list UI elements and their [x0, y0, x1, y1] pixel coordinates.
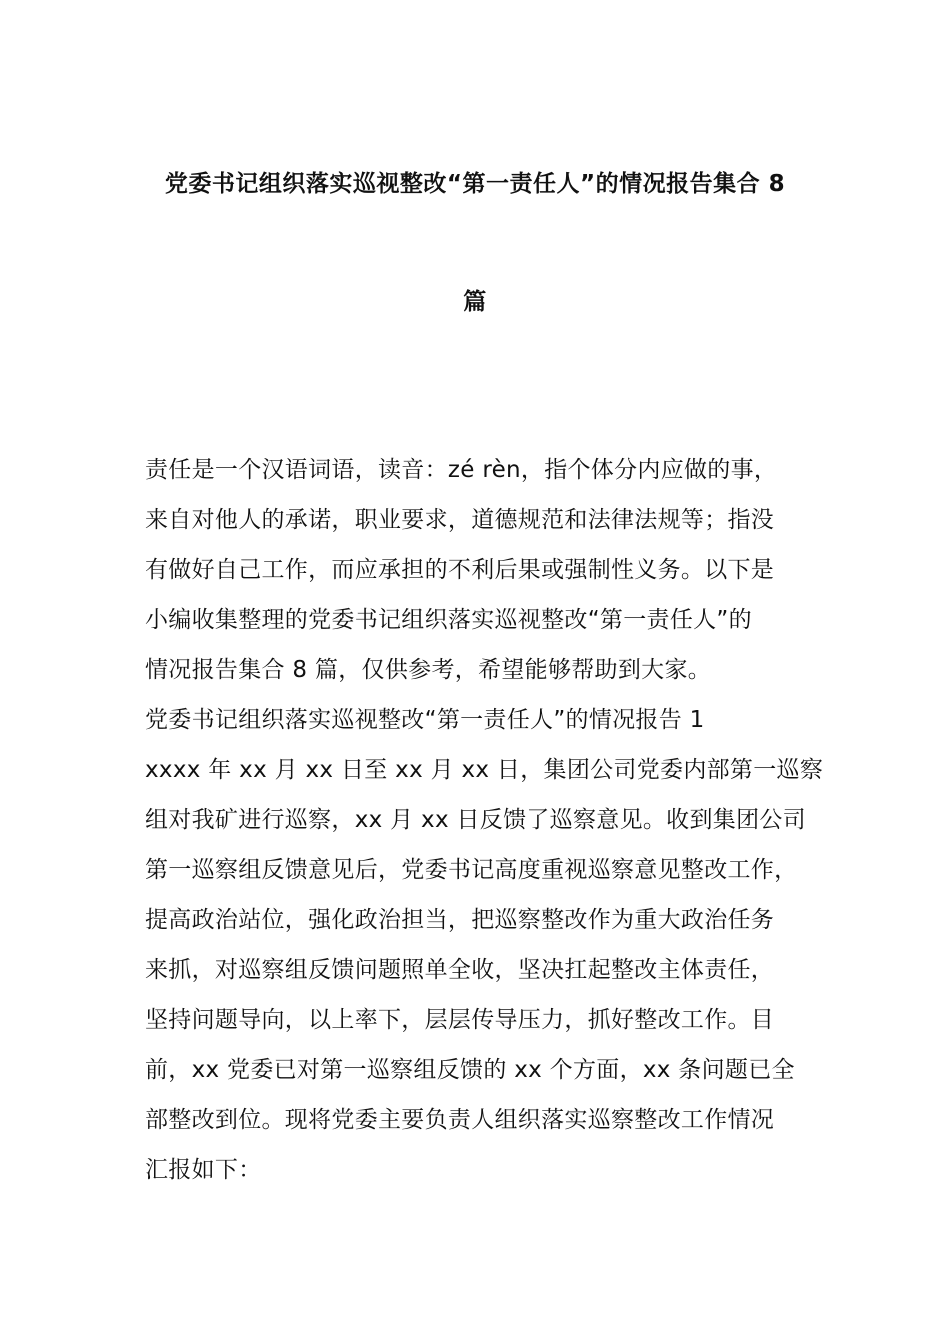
- paragraph-line: 组对我矿进行巡察，xx 月 xx 日反馈了巡察意见。收到集团公司: [145, 807, 806, 833]
- document-title-line-1: 党委书记组织落实巡视整改“第一责任人”的情况报告集合 8: [164, 171, 786, 197]
- paragraph-line: 情况报告集合 8 篇，仅供参考，希望能够帮助到大家。: [145, 657, 712, 683]
- paragraph-line: 来自对他人的承诺，职业要求，道德规范和法律法规等；指没: [145, 507, 775, 533]
- paragraph-line: 小编收集整理的党委书记组织落实巡视整改“第一责任人”的: [145, 607, 752, 633]
- section-heading: 党委书记组织落实巡视整改“第一责任人”的情况报告 1: [145, 707, 705, 733]
- paragraph-line: 有做好自己工作，而应承担的不利后果或强制性义务。以下是: [145, 557, 775, 583]
- paragraph-line: 第一巡察组反馈意见后，党委书记高度重视巡察意见整改工作，: [145, 857, 798, 883]
- paragraph-line: 坚持问题导向，以上率下，层层传导压力，抓好整改工作。目: [145, 1007, 775, 1033]
- paragraph-line: 责任是一个汉语词语，读音：zé rèn，指个体分内应做的事，: [145, 457, 778, 483]
- paragraph-line: 前，xx 党委已对第一巡察组反馈的 xx 个方面，xx 条问题已全: [145, 1057, 795, 1083]
- paragraph-line: xxxx 年 xx 月 xx 日至 xx 月 xx 日，集团公司党委内部第一巡察: [145, 757, 824, 783]
- paragraph-line: 部整改到位。现将党委主要负责人组织落实巡察整改工作情况: [145, 1107, 775, 1133]
- paragraph-line: 提高政治站位，强化政治担当，把巡察整改作为重大政治任务: [145, 907, 775, 933]
- paragraph-line: 来抓，对巡察组反馈问题照单全收，坚决扛起整改主体责任，: [145, 957, 775, 983]
- document-title-line-2: 篇: [463, 289, 487, 315]
- paragraph-line: 汇报如下：: [145, 1157, 262, 1183]
